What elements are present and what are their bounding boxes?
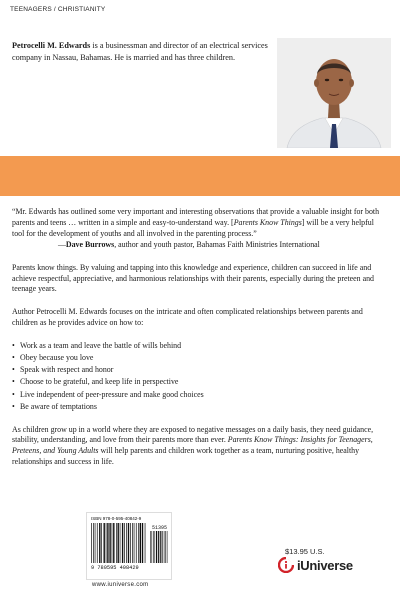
attribution-name: Dave Burrows: [65, 239, 115, 249]
attribution-role: , author and youth pastor, Bahamas Faith Ministries International: [114, 239, 320, 249]
author-name: Petrocelli M. Edwards: [12, 41, 91, 50]
list-item: [12, 365, 388, 376]
list-item-text: Choose to be grateful, and keep life in perspective: [20, 377, 179, 387]
publisher-url: www.iuniverse.com: [92, 582, 149, 588]
closing-text-1: As children grow up in a world where they are exposed to negative messages on a daily basis, they need guidance, stability, understanding, and love from their parents more than ever.: [12, 424, 374, 445]
back-cover-content: [12, 207, 388, 480]
list-item: [12, 402, 388, 413]
svg-text:51395: 51395: [151, 525, 167, 531]
list-item: [12, 341, 388, 352]
list-item: [12, 353, 388, 364]
author-photo: [277, 38, 391, 148]
bullet-icon: •: [12, 377, 15, 387]
list-item-text: Obey because you love: [20, 353, 94, 363]
list-item: [12, 377, 388, 388]
list-item-text: Live independent of peer-pressure and make good choices: [20, 389, 204, 399]
closing-text-2: will help parents and children work together as a team, nurturing positive, healthy relationships and success in life.: [12, 446, 360, 467]
orange-banner: [0, 156, 400, 196]
list-item-text: Work as a team and leave the battle of wills behind: [20, 341, 182, 351]
description-paragraph-1: Parents know things. By valuing and tapping into this knowledge and experience, children can succeed in life and achieve respectful, appreciative, and harmonious relationships with their parents, especially during the preteen and teenage years.: [12, 262, 374, 294]
isbn-label: ISBN 978-0-595-40842-9: [91, 516, 142, 521]
bullet-icon: •: [12, 341, 15, 351]
bullet-icon: •: [12, 401, 15, 411]
quote-attribution: [12, 240, 388, 251]
closing-paragraph: [12, 425, 388, 469]
bullet-icon: •: [12, 353, 15, 363]
publisher-logo: [278, 557, 353, 573]
description-paragraph-2: Author Petrocelli M. Edwards focuses on the intricate and often complicated relationships between parents and children as he provides advice on how to:: [12, 307, 363, 328]
closing-book-title: Parents Know Things: Insights for Teenagers, Preteens, and Young Adults: [12, 435, 373, 456]
price: $13.95 U.S.: [285, 547, 325, 556]
bullet-icon: •: [12, 365, 15, 375]
publisher-name: iUniverse: [297, 557, 353, 573]
attribution-dash: —: [58, 239, 66, 249]
advice-list: [12, 341, 388, 412]
category-label: TEENAGERS / CHRISTIANITY: [10, 6, 106, 13]
isbn-barcode: [86, 512, 172, 580]
endorsement-quote: [12, 207, 388, 240]
bullet-icon: •: [12, 389, 15, 399]
quote-text-2: ] will be a very helpful tool for the development of youths and all involved in the parenting process.”: [12, 217, 374, 238]
author-portrait-image: [277, 38, 391, 148]
author-bio: [12, 40, 274, 63]
author-bio-text: is a businessman and director of an electrical services company in Nassau, Bahamas. He is married and has three children.: [12, 41, 268, 62]
barcode-icon: [89, 523, 169, 565]
quote-text-1: “Mr. Edwards has outlined some very important and interesting observations that provide a valuable insight for both parents and teens … written in a simple and easy-to-understand way. [: [12, 207, 380, 227]
iuniverse-logo-icon: [278, 557, 294, 573]
list-item-text: Speak with respect and honor: [20, 365, 114, 375]
barcode-digits: 9 780595 408429: [91, 565, 139, 571]
quote-book-title: Parents Know Things: [233, 217, 302, 227]
list-item-text: Be aware of temptations: [20, 401, 97, 411]
list-item: [12, 390, 388, 401]
